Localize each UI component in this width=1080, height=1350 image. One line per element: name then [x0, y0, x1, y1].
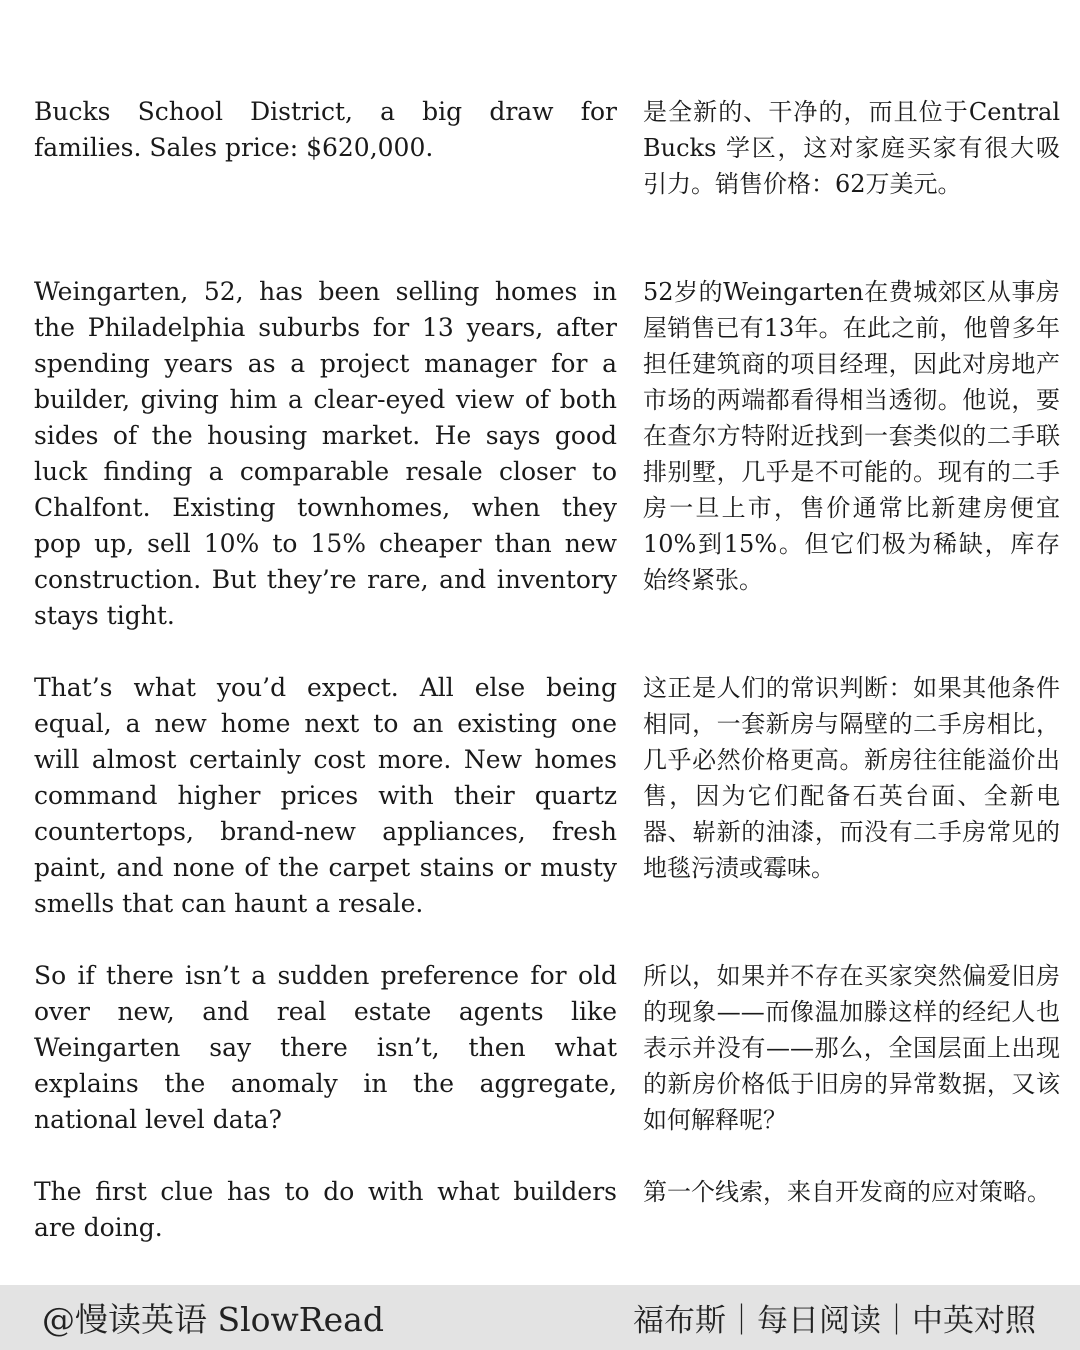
chinese-paragraph: 这正是人们的常识判断：如果其他条件相同，一套新房与隔壁的二手房相比，几乎必然价格更高。新房往往能溢价出售，因为它们配备石英台面、全新电器、崭新的油漆，而没有二手房常见的地毯污渍或霉味。 — [643, 674, 1060, 882]
paragraph-pair-5 — [34, 1174, 1060, 1246]
english-paragraph: The first clue has to do with what builders are doing. — [34, 1177, 617, 1242]
english-paragraph: Bucks School District, a big draw for families. Sales price: $620,000. — [34, 97, 617, 162]
chinese-paragraph: 是全新的、干净的，而且位于Central Bucks 学区，这对家庭买家有很大吸引力。销售价格：62万美元。 — [643, 98, 1060, 198]
paragraph-pair-3 — [34, 670, 1060, 922]
footer-bar — [0, 1285, 1080, 1350]
footer-tagline: 福布斯｜每日阅读｜中英对照 — [633, 1303, 1036, 1339]
paragraph-pair-4 — [34, 958, 1060, 1138]
footer-handle: @慢读英语 SlowRead — [42, 1300, 384, 1339]
english-paragraph: That’s what you’d expect. All else being equal, a new home next to an existing one will almost certainly cost more. New homes command higher prices with their quartz countertops, brand-new appliances, fresh paint, and none of the carpet stains or musty smells that can haunt a resale. — [34, 673, 617, 918]
paragraph-pair-1 — [34, 94, 1060, 202]
english-paragraph: So if there isn’t a sudden preference for old over new, and real estate agents like Weingarten say there isn’t, then what explains the anomaly in the aggregate, national level data? — [34, 961, 617, 1134]
paragraph-pair-2 — [34, 274, 1060, 634]
chinese-paragraph: 第一个线索，来自开发商的应对策略。 — [643, 1178, 1051, 1206]
english-paragraph: Weingarten, 52, has been selling homes in the Philadelphia suburbs for 13 years, after spending years as a project manager for a builder, giving him a clear-eyed view of both sides of the housing market. He says good luck finding a comparable resale closer to Chalfont. Existing townhomes, when they pop up, sell 10% to 15% cheaper than new construction. But they’re rare, and inventory stays tight. — [34, 277, 617, 630]
chinese-paragraph: 52岁的Weingarten在费城郊区从事房屋销售已有13年。在此之前，他曾多年担任建筑商的项目经理，因此对房地产市场的两端都看得相当透彻。他说，要在查尔方特附近找到一套类似的二手联排别墅，几乎是不可能的。现有的二手房一旦上市，售价通常比新建房便宜10%到15%。但它们极为稀缺，库存始终紧张。 — [643, 278, 1060, 594]
chinese-paragraph: 所以，如果并不存在买家突然偏爱旧房的现象——而像温加滕这样的经纪人也表示并没有——那么，全国层面上出现的新房价格低于旧房的异常数据，又该如何解释呢？ — [643, 962, 1060, 1134]
